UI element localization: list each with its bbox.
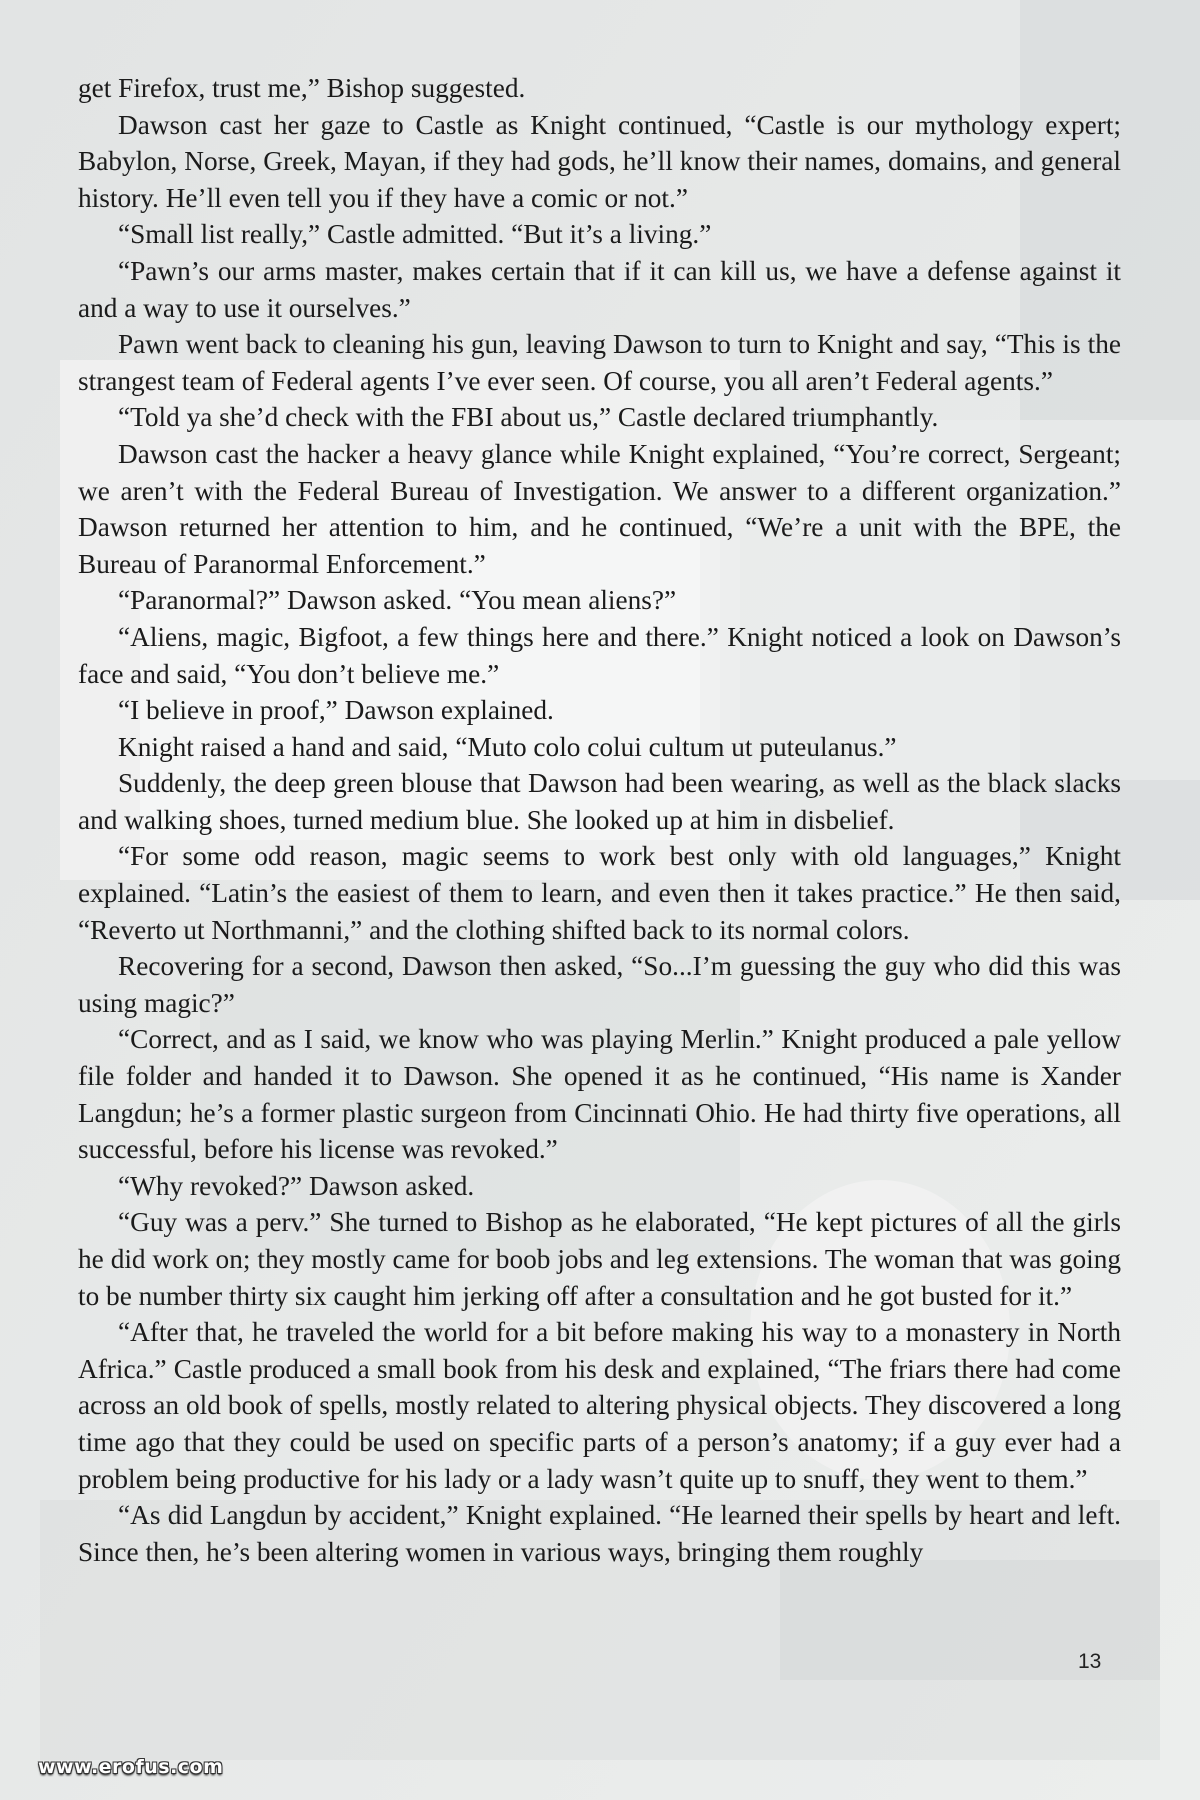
paragraph: “Told ya she’d check with the FBI about us,” Castle declared triumphantly. bbox=[118, 402, 939, 433]
watermark-link[interactable]: www.erofus.com bbox=[38, 1756, 224, 1778]
page-text bbox=[78, 70, 1121, 1570]
paragraph: “Paranormal?” Dawson asked. “You mean aliens?” bbox=[118, 585, 677, 616]
paragraph: “Why revoked?” Dawson asked. bbox=[118, 1170, 475, 1201]
paragraph: “Aliens, magic, Bigfoot, a few things here and there.” Knight noticed a look on Dawson’s face and said, “You don’t believe me.” bbox=[78, 621, 1121, 689]
paragraph: “Small list really,” Castle admitted. “But it’s a living.” bbox=[118, 219, 712, 250]
paragraph: “I believe in proof,” Dawson explained. bbox=[118, 695, 554, 726]
paragraph: Dawson cast her gaze to Castle as Knight continued, “Castle is our mythology expert; Babylon, Norse, Greek, Mayan, if they had gods, he’ll know their names, domains, and general history. He’ll even tell you if they have a comic or not.” bbox=[78, 109, 1121, 213]
paragraph: “Pawn’s our arms master, makes certain that if it can kill us, we have a defense against it and a way to use it ourselves.” bbox=[78, 255, 1121, 323]
page-number: 13 bbox=[1078, 1650, 1102, 1673]
paragraph: Knight raised a hand and said, “Muto colo colui cultum ut puteulanus.” bbox=[118, 731, 897, 762]
paragraph: Dawson cast the hacker a heavy glance while Knight explained, “You’re correct, Sergeant; we aren’t with the Federal Bureau of Investigation. We answer to a different organization.” Dawson returned her attention to him, and he continued, “We’re a unit with the BPE, the Bureau of Paranormal Enforcement.” bbox=[78, 438, 1121, 579]
paragraph: “Guy was a perv.” She turned to Bishop as he elaborated, “He kept pictures of all the girls he did work on; they mostly came for boob jobs and leg extensions. The woman that was going to be number thirty six caught him jerking off after a consultation and he got busted for it.” bbox=[78, 1207, 1121, 1311]
paragraph: “For some odd reason, magic seems to work best only with old languages,” Knight explained. “Latin’s the easiest of them to learn, and even then it takes practice.” He then said, “Reverto ut Northmanni,” and the clothing shifted back to its normal colors. bbox=[78, 841, 1121, 945]
paragraph: “As did Langdun by accident,” Knight explained. “He learned their spells by heart and left. Since then, he’s been altering women in various ways, bringing them roughly bbox=[78, 1500, 1121, 1567]
paragraph: Pawn went back to cleaning his gun, leaving Dawson to turn to Knight and say, “This is the strangest team of Federal agents I’ve ever seen. Of course, you all aren’t Federal agents.” bbox=[78, 329, 1121, 396]
paragraph: Suddenly, the deep green blouse that Dawson had been wearing, as well as the black slacks and walking shoes, turned medium blue. She looked up at him in disbelief. bbox=[78, 768, 1121, 835]
paragraph: Recovering for a second, Dawson then asked, “So...I’m guessing the guy who did this was using magic?” bbox=[78, 951, 1121, 1018]
paragraph: get Firefox, trust me,” Bishop suggested. bbox=[78, 73, 526, 103]
paragraph: “After that, he traveled the world for a bit before making his way to a monastery in North Africa.” Castle produced a small book from his desk and explained, “The friars there had come across an old book of spells, mostly related to altering physical objects. They discovered a long time ago that they could be used on specific parts of a person’s anatomy; if a guy ever had a problem being productive for his lady or a lady wasn’t quite up to snuff, they went to them.” bbox=[78, 1317, 1121, 1494]
paragraph: “Correct, and as I said, we know who was playing Merlin.” Knight produced a pale yellow file folder and handed it to Dawson. She opened it as he continued, “His name is Xander Langdun; he’s a former plastic surgeon from Cincinnati Ohio. He had thirty five operations, all successful, before his license was revoked.” bbox=[78, 1024, 1121, 1165]
